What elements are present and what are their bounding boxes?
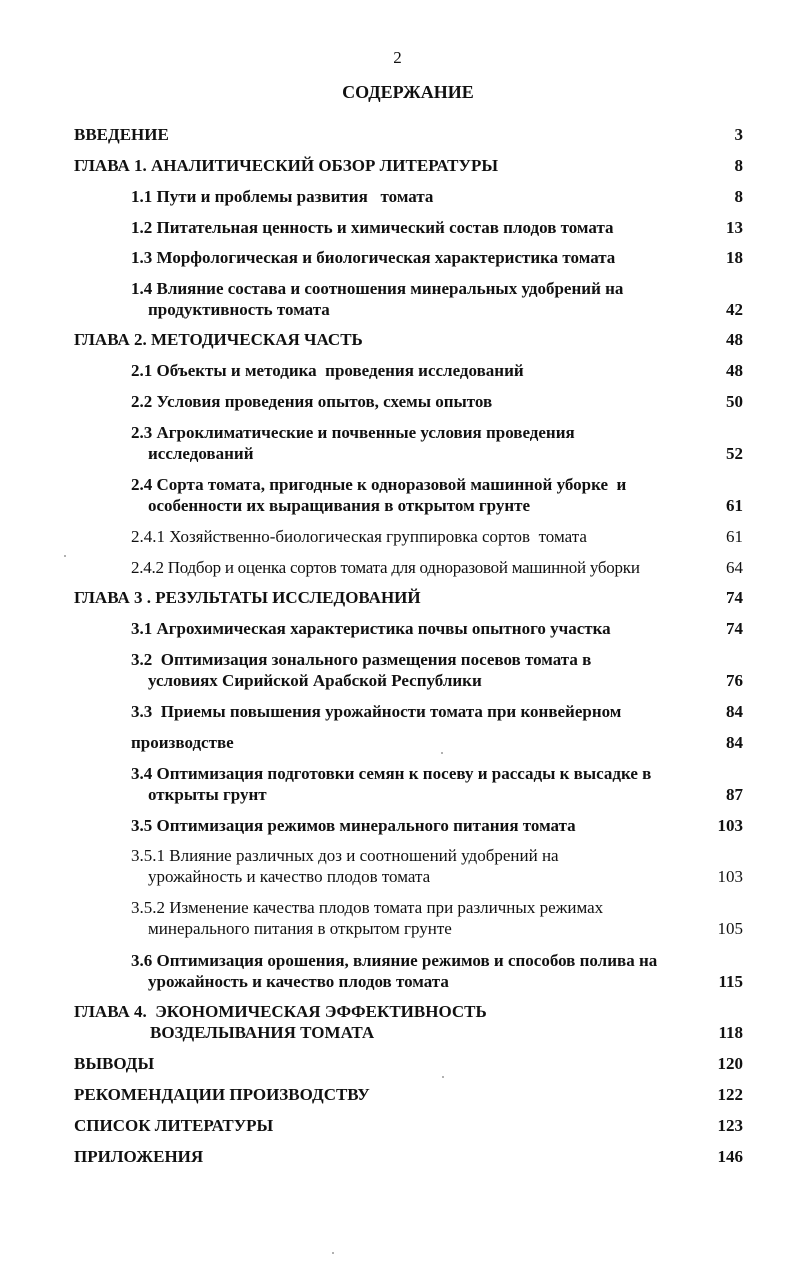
toc-page-number: 50 <box>726 392 743 411</box>
toc-entry-label: производстве <box>131 733 234 752</box>
toc-entry-label: 2.2 Условия проведения опытов, схемы опытов <box>131 392 493 411</box>
scan-speck <box>442 1076 444 1078</box>
toc-page-number: 64 <box>726 558 743 577</box>
toc-page-number: 122 <box>717 1085 743 1104</box>
toc-page-number: 42 <box>726 300 743 319</box>
toc-page-number: 52 <box>726 444 743 463</box>
scan-speck <box>64 555 66 557</box>
toc-entry-label: 3.6 Оптимизация орошения, влияние режимов и способов полива на <box>131 951 658 970</box>
toc-entry-label: 3.5.1 Влияние различных доз и соотношений удобрений на <box>131 846 559 865</box>
toc-entry-label: 2.4.1 Хозяйственно-биологическая группировка сортов томата <box>131 527 587 546</box>
toc-entry-label: РЕКОМЕНДАЦИИ ПРОИЗВОДСТВУ <box>74 1085 370 1104</box>
toc-entry-label: ГЛАВА 2. МЕТОДИЧЕСКАЯ ЧАСТЬ <box>74 330 363 349</box>
toc-page-number: 105 <box>717 919 743 938</box>
toc-page-number: 87 <box>726 785 743 804</box>
toc-page-number: 123 <box>717 1116 743 1135</box>
toc-page-number: 146 <box>717 1147 743 1166</box>
toc-entry-label: 2.3 Агроклиматические и почвенные условия проведения <box>131 423 575 442</box>
toc-entry-label: 1.2 Питательная ценность и химический состав плодов томата <box>131 218 614 237</box>
toc-entry-label-continuation: урожайность и качество плодов томата <box>148 867 431 886</box>
page-number: 2 <box>393 48 402 67</box>
toc-entry-label: 3.3 Приемы повышения урожайности томата при конвейерном <box>131 702 622 721</box>
toc-page-number: 13 <box>726 218 743 237</box>
toc-entry-label: ВЫВОДЫ <box>74 1054 155 1073</box>
toc-entry-label: 1.4 Влияние состава и соотношения минеральных удобрений на <box>131 279 624 298</box>
toc-page-number: 84 <box>726 733 743 752</box>
toc-page-number: 120 <box>717 1054 743 1073</box>
toc-entry-label: ГЛАВА 4. ЭКОНОМИЧЕСКАЯ ЭФФЕКТИВНОСТЬ <box>74 1002 487 1021</box>
toc-entry-label-continuation: исследований <box>148 444 254 463</box>
toc-entry-label-continuation: открыты грунт <box>148 785 267 804</box>
toc-entry-label: ГЛАВА 3 . РЕЗУЛЬТАТЫ ИССЛЕДОВАНИЙ <box>74 588 421 607</box>
toc-entry-label: 1.1 Пути и проблемы развития томата <box>131 187 434 206</box>
toc-page-number: 115 <box>718 972 743 991</box>
toc-entry-label-continuation: продуктивность томата <box>148 300 330 319</box>
toc-page-number: 3 <box>734 125 743 144</box>
scan-speck <box>441 752 443 754</box>
toc-entry-label: 3.5.2 Изменение качества плодов томата при различных режимах <box>131 898 604 917</box>
toc-page-number: 84 <box>726 702 743 721</box>
toc-page-number: 76 <box>726 671 743 690</box>
toc-entry-label: ВВЕДЕНИЕ <box>74 125 169 144</box>
toc-entry-label-continuation: урожайность и качество плодов томата <box>148 972 449 991</box>
toc-entry-label: ПРИЛОЖЕНИЯ <box>74 1147 204 1166</box>
toc-entry-label-continuation: ВОЗДЕЛЫВАНИЯ ТОМАТА <box>150 1023 375 1042</box>
toc-entry-label: 2.1 Объекты и методика проведения исследований <box>131 361 524 380</box>
toc-page-number: 8 <box>734 187 743 206</box>
toc-entry-label: 3.1 Агрохимическая характеристика почвы опытного участка <box>131 619 611 638</box>
toc-entry-label-continuation: минерального питания в открытом грунте <box>148 919 452 938</box>
toc-entry-label: СПИСОК ЛИТЕРАТУРЫ <box>74 1116 274 1135</box>
toc-page-number: 48 <box>726 361 743 380</box>
toc-page-number: 61 <box>726 527 743 546</box>
toc-entry-label: 3.2 Оптимизация зонального размещения посевов томата в <box>131 650 592 669</box>
toc-page-number: 118 <box>718 1023 743 1042</box>
toc-entry-label: ГЛАВА 1. АНАЛИТИЧЕСКИЙ ОБЗОР ЛИТЕРАТУРЫ <box>74 156 499 175</box>
toc-page-number: 48 <box>726 330 743 349</box>
toc-entry-label: 3.4 Оптимизация подготовки семян к посеву и рассады к высадке в <box>131 764 652 783</box>
toc-page-number: 103 <box>717 867 743 886</box>
toc-entry-label: 2.4.2 Подбор и оценка сортов томата для одноразовой машинной уборки <box>131 558 640 577</box>
toc-page-number: 74 <box>726 619 743 638</box>
toc-entry-label-continuation: особенности их выращивания в открытом грунте <box>148 496 531 515</box>
scan-speck <box>332 1252 334 1254</box>
toc-entry-label: 3.5 Оптимизация режимов минерального питания томата <box>131 816 576 835</box>
toc-page-number: 103 <box>717 816 743 835</box>
toc-page-number: 18 <box>726 248 743 267</box>
toc-page-number: 61 <box>726 496 743 515</box>
toc-entry-label: 2.4 Сорта томата, пригодные к одноразовой машинной уборке и <box>131 475 627 494</box>
toc-page-number: 74 <box>726 588 743 607</box>
toc-title: СОДЕРЖАНИЕ <box>342 82 474 102</box>
toc-entry-label: 1.3 Морфологическая и биологическая характеристика томата <box>131 248 616 267</box>
toc-page-number: 8 <box>734 156 743 175</box>
toc-entry-label-continuation: условиях Сирийской Арабской Республики <box>148 671 482 690</box>
